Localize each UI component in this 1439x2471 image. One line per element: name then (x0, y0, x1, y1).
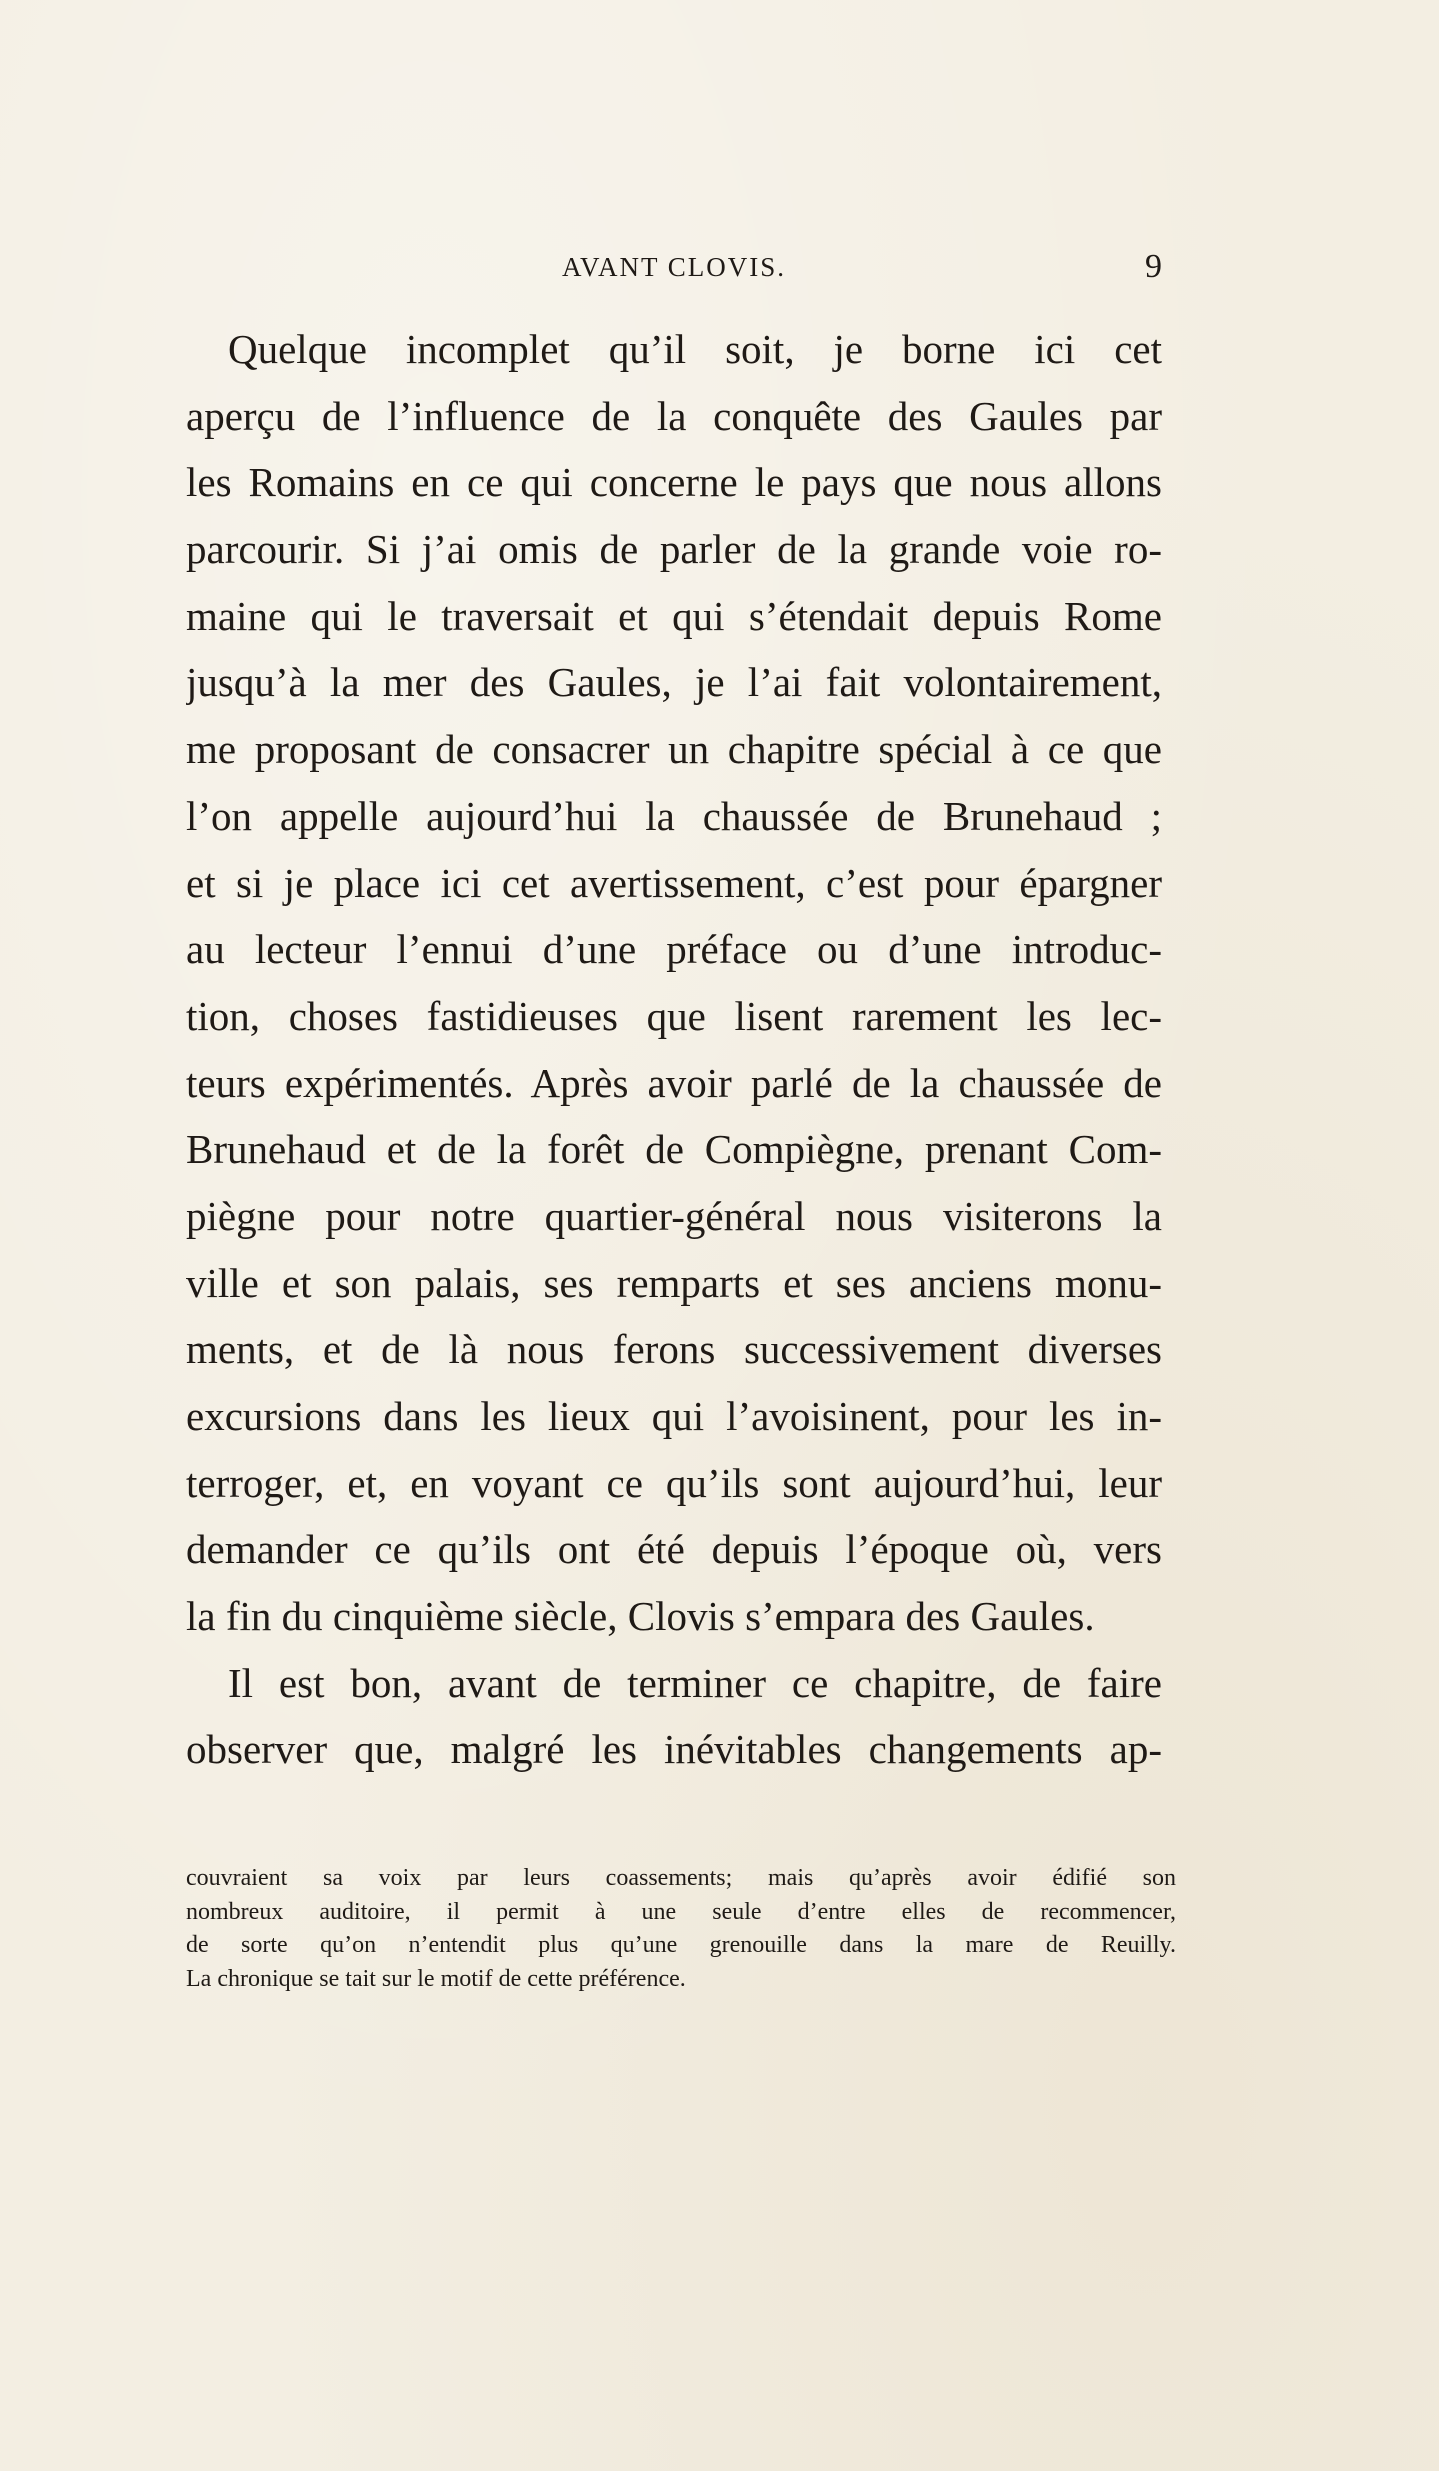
text-line: parcourir. Si j’ai omis de parler de la grande voie ro- (186, 526, 1162, 573)
text-line: au lecteur l’ennui d’une préface ou d’une introduc- (186, 926, 1162, 973)
text-line: et si je place ici cet avertissement, c’est pour épargner (186, 859, 1162, 906)
footnote-line: couvraient sa voix par leurs coassements; mais qu’après avoir édifié son (186, 1865, 1176, 1891)
text-line: piègne pour notre quartier-général nous visiterons la (186, 1192, 1162, 1239)
text-line: les Romains en ce qui concerne le pays que nous allons (186, 459, 1162, 506)
text-line: jusqu’à la mer des Gaules, je l’ai fait volontairement, (186, 659, 1162, 706)
text-line: teurs expérimentés. Après avoir parlé de la chaussée de (186, 1059, 1162, 1106)
footnote (186, 1862, 1176, 1996)
text-line: aperçu de l’influence de la conquête des Gaules par (186, 392, 1162, 439)
text-line: Brunehaud et de la forêt de Compiègne, prenant Com- (186, 1126, 1162, 1173)
footnote-line: de sorte qu’on n’entendit plus qu’une grenouille dans la mare de Reuilly. (186, 1932, 1176, 1958)
text-line: Quelque incomplet qu’il soit, je borne ici cet (228, 326, 1162, 372)
text-line: ments, et de là nous ferons successivement diverses (186, 1326, 1162, 1373)
text-line: observer que, malgré les inévitables changements ap- (186, 1726, 1162, 1773)
text-line: me proposant de consacrer un chapitre spécial à ce que (186, 726, 1162, 773)
text-line: tion, choses fastidieuses que lisent rarement les lec- (186, 992, 1162, 1039)
text-line: ville et son palais, ses remparts et ses anciens monu- (186, 1259, 1162, 1306)
footnote-line: nombreux auditoire, il permit à une seule d’entre elles de recommencer, (186, 1898, 1176, 1925)
text-line: demander ce qu’ils ont été depuis l’époque où, vers (186, 1526, 1162, 1573)
text-line: excursions dans les lieux qui l’avoisinent, pour les in- (186, 1393, 1162, 1439)
running-head (186, 248, 1162, 292)
text-line: Il est bon, avant de terminer ce chapitre, de faire (228, 1659, 1162, 1706)
page-number: 9 (1145, 248, 1162, 285)
text-line: l’on appelle aujourd’hui la chaussée de Brunehaud ; (186, 792, 1162, 839)
body-text (186, 316, 1162, 1783)
text-line: terroger, et, en voyant ce qu’ils sont aujourd’hui, leur (186, 1459, 1162, 1506)
text-line: la fin du cinquième siècle, Clovis s’empara des Gaules. (186, 1593, 1095, 1640)
running-title: AVANT CLOVIS. (561, 252, 787, 282)
text-line: maine qui le traversait et qui s’étendait depuis Rome (186, 592, 1162, 639)
footnote-line: La chronique se tait sur le motif de cette préférence. (186, 1965, 686, 1992)
